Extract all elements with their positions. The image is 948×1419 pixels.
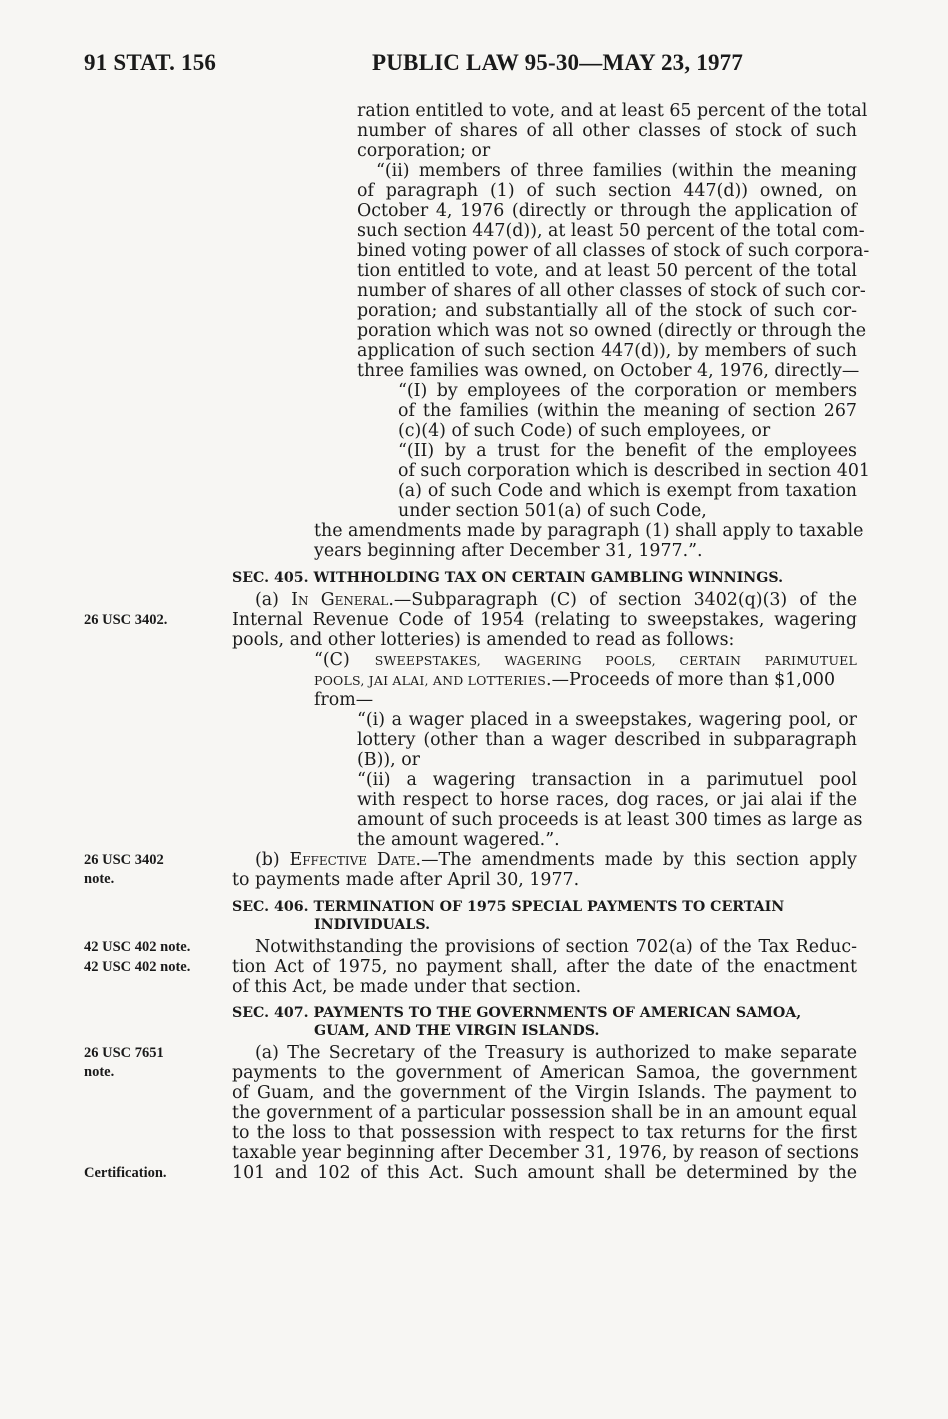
body-line: the government of a particular possession shall be in an amount equal — [232, 1103, 857, 1123]
margin-note: 42 USC 402 note. — [84, 939, 191, 955]
body-line: of this Act, be made under that section. — [232, 977, 582, 997]
body-line: taxable year beginning after December 31, 1976, by reason of sections — [232, 1143, 859, 1163]
body-line: to the loss to that possession with respect to tax returns for the first — [232, 1123, 857, 1143]
section-heading-405: SEC. 405. WITHHOLDING TAX ON CERTAIN GAMBLING WINNINGS. — [232, 570, 784, 586]
section-heading-407: SEC. 407. PAYMENTS TO THE GOVERNMENTS OF AMERICAN SAMOA, — [232, 1005, 802, 1021]
body-line: the amount wagered.”. — [357, 830, 560, 850]
body-line: October 4, 1976 (directly or through the application of — [357, 201, 857, 221]
margin-note: Certification. — [84, 1165, 167, 1181]
body-line: “(ii) members of three families (within the meaning — [376, 161, 857, 181]
section-heading-406: SEC. 406. TERMINATION OF 1975 SPECIAL PAYMENTS TO CERTAIN — [232, 899, 785, 915]
body-line: “(II) by a trust for the benefit of the employees — [398, 441, 857, 461]
running-header-title: PUBLIC LAW 95-30—MAY 23, 1977 — [372, 50, 744, 75]
body-line: POOLS, JAI ALAI, AND LOTTERIES.—Proceeds of more than $1,000 — [314, 670, 836, 690]
body-line: (a) of such Code and which is exempt from taxation — [398, 481, 857, 501]
margin-note: 26 USC 3402 — [84, 852, 164, 868]
body-line: Notwithstanding the provisions of section 702(a) of the Tax Reduc- — [255, 937, 857, 957]
body-line: with respect to horse races, dog races, or jai alai if the — [357, 790, 857, 810]
body-line: 101 and 102 of this Act. Such amount shall be determined by the — [232, 1163, 857, 1183]
section-heading-406-cont: INDIVIDUALS. — [314, 917, 431, 933]
margin-note: 26 USC 7651 — [84, 1045, 164, 1061]
margin-note: note. — [84, 871, 115, 887]
body-line: (c)(4) of such Code) of such employees, or — [398, 421, 771, 441]
body-line: of such corporation which is described in section 401 — [398, 461, 870, 481]
body-line: such section 447(d)), at least 50 percent of the total com- — [357, 221, 865, 241]
body-line: tion entitled to vote, and at least 50 percent of the total — [357, 261, 857, 281]
margin-note: 26 USC 3402. — [84, 612, 168, 628]
body-line: amount of such proceeds is at least 300 times as large as — [357, 810, 863, 830]
body-line: three families was owned, on October 4, 1976, directly— — [357, 361, 860, 381]
body-line: under section 501(a) of such Code, — [398, 501, 707, 521]
body-line: (b) Effective Date.—The amendments made by this section apply — [255, 850, 858, 870]
body-line: years beginning after December 31, 1977.”. — [314, 541, 703, 561]
body-line: the amendments made by paragraph (1) shall apply to taxable — [314, 521, 864, 541]
body-line: application of such section 447(d)), by members of such — [357, 341, 857, 361]
body-line: pools, and other lotteries) is amended to read as follows: — [232, 630, 735, 650]
body-line: number of shares of all other classes of stock of such cor- — [357, 281, 866, 301]
margin-note: note. — [84, 1064, 115, 1080]
body-line: (B)), or — [357, 750, 420, 770]
body-line: of the families (within the meaning of section 267 — [398, 401, 857, 421]
statute-page-number: 91 STAT. 156 — [84, 50, 217, 75]
body-line: of Guam, and the government of the Virgin Islands. The payment to — [232, 1083, 857, 1103]
body-line: poration; and substantially all of the stock of such cor- — [357, 301, 857, 321]
body-line: “(I) by employees of the corporation or members — [398, 381, 857, 401]
body-line: poration which was not so owned (directly or through the — [357, 321, 867, 341]
body-line: number of shares of all other classes of stock of such — [357, 121, 857, 141]
body-line: Internal Revenue Code of 1954 (relating to sweepstakes, wagering — [232, 610, 857, 630]
body-line: (a) In General.—Subparagraph (C) of section 3402(q)(3) of the — [255, 590, 858, 610]
section-heading-407-cont: GUAM, AND THE VIRGIN ISLANDS. — [314, 1023, 600, 1039]
body-line: “(C) SWEEPSTAKES, WAGERING POOLS, CERTAIN PARIMUTUEL — [314, 650, 858, 670]
body-line: payments to the government of American Samoa, the government — [232, 1063, 857, 1083]
body-line: (a) The Secretary of the Treasury is authorized to make separate — [255, 1043, 857, 1063]
body-line: corporation; or — [357, 141, 491, 161]
body-line: tion Act of 1975, no payment shall, after the date of the enactment — [232, 957, 857, 977]
body-line: lottery (other than a wager described in subparagraph — [357, 730, 857, 750]
body-line: ration entitled to vote, and at least 65 percent of the total — [357, 101, 868, 121]
body-line: “(ii) a wagering transaction in a parimutuel pool — [357, 770, 857, 790]
body-line: to payments made after April 30, 1977. — [232, 870, 580, 890]
body-line: of paragraph (1) of such section 447(d)) owned, on — [357, 181, 857, 201]
body-line: bined voting power of all classes of stock of such corpora- — [357, 241, 870, 261]
body-line: “(i) a wager placed in a sweepstakes, wagering pool, or — [357, 710, 857, 730]
body-line: from— — [314, 690, 374, 710]
margin-note: 42 USC 402 note. — [84, 959, 191, 975]
